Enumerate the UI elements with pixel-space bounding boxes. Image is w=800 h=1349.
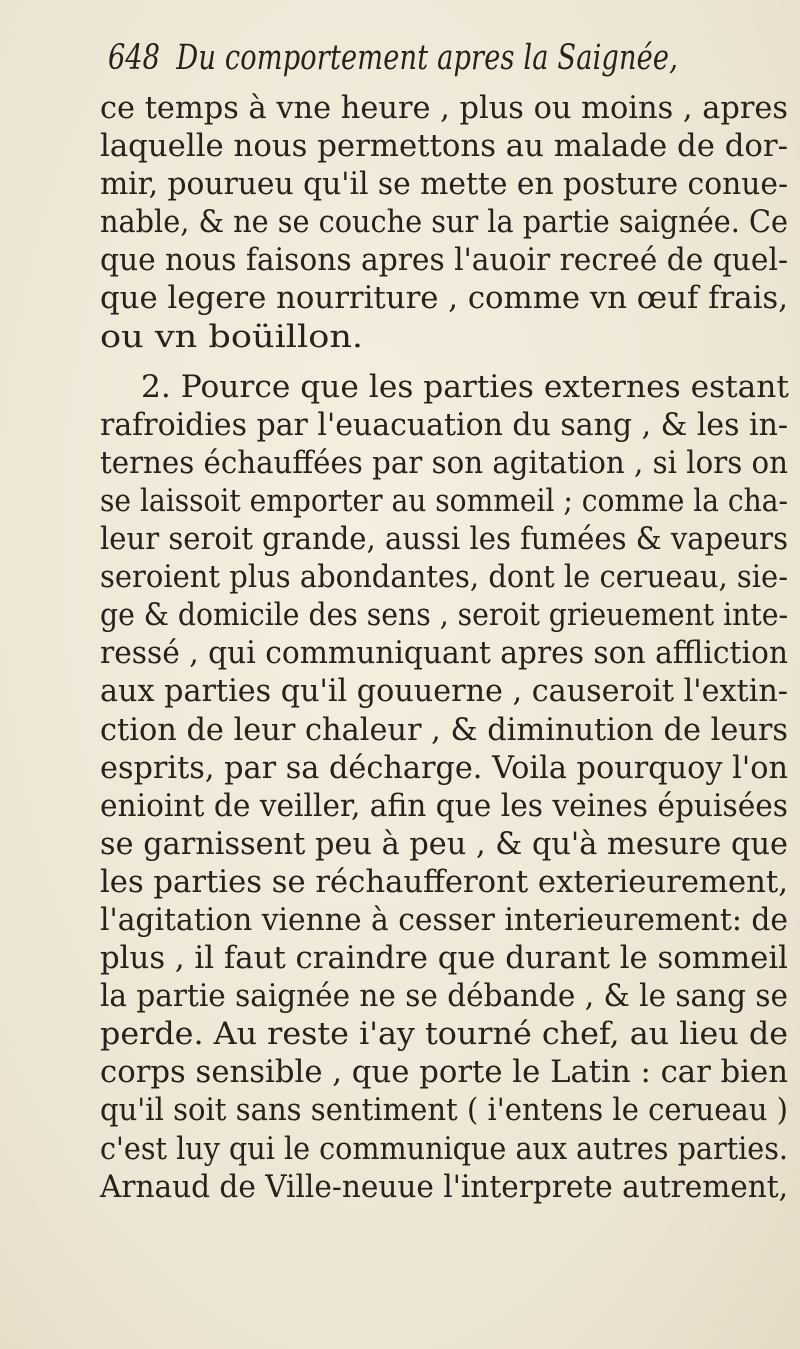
text-line: ressé , qui communiquant apres son affliction xyxy=(100,636,788,672)
paragraph-2 xyxy=(100,369,790,1207)
text-line: enioint de veiller, afin que les veines épuisées xyxy=(100,788,788,824)
text-line: que legere nourriture , comme vn œuf frais, xyxy=(100,281,788,317)
text-line: plus , il faut craindre que durant le sommeil xyxy=(100,941,788,977)
text-line: se garnissent peu à peu , & qu'à mesure que xyxy=(100,826,788,862)
page-number: 648 xyxy=(108,38,160,78)
text-line: aux parties qu'il gouuerne , causeroit l'extin- xyxy=(100,674,788,710)
text-line: ce temps à vne heure , plus ou moins , apres xyxy=(100,91,788,126)
text-line: rafroidies par l'euacuation du sang , & les in- xyxy=(100,407,788,443)
text-line: esprits, par sa décharge. Voila pourquoy l'on xyxy=(100,750,788,786)
text-line: que nous faisons apres l'auoir recreé de quel- xyxy=(100,243,788,279)
text-line: laquelle nous permettons au malade de dor- xyxy=(100,129,788,165)
text-line: la partie saignée ne se débande , & le sang se xyxy=(100,979,788,1015)
text-line: ction de leur chaleur , & diminution de leurs xyxy=(100,712,788,748)
paragraph-1 xyxy=(100,90,790,357)
text-line: les parties se réchaufferont exterieurement, xyxy=(100,864,788,900)
text-line: ou vn boüillon. xyxy=(100,319,364,355)
text-line: mir, pourueu qu'il se mette en posture conue- xyxy=(100,167,788,203)
text-line: corps sensible , que porte le Latin : car bien xyxy=(100,1055,789,1091)
page-body xyxy=(100,90,790,1207)
page-header xyxy=(108,38,678,94)
text-line: 2. Pource que les parties externes estant xyxy=(140,369,789,405)
blank-bottom-margin xyxy=(0,1230,800,1349)
text-line: leur seroit grande, aussi les fumées & vapeurs xyxy=(100,522,788,558)
text-line: ternes échauffées par son agitation , si lors on xyxy=(100,445,788,481)
running-title: Du comportement apres la Saignée, xyxy=(176,38,678,78)
text-line: se laissoit emporter au sommeil ; comme la cha- xyxy=(100,483,788,519)
text-line: seroient plus abondantes, dont le cerueau, sie- xyxy=(100,560,788,596)
text-line: perde. Au reste i'ay tourné chef, au lieu de xyxy=(100,1017,788,1053)
text-line: c'est luy qui le communique aux autres parties. xyxy=(100,1131,788,1167)
text-line: l'agitation vienne à cesser interieurement: de xyxy=(100,902,788,938)
text-line: qu'il soit sans sentiment ( i'entens le cerueau ) xyxy=(100,1093,788,1129)
text-line: nable, & ne se couche sur la partie saignée. Ce xyxy=(100,205,788,241)
text-line: Arnaud de Ville-neuue l'interprete autrement, xyxy=(100,1169,788,1205)
text-line: ge & domicile des sens , seroit grieuement inte- xyxy=(100,598,788,634)
